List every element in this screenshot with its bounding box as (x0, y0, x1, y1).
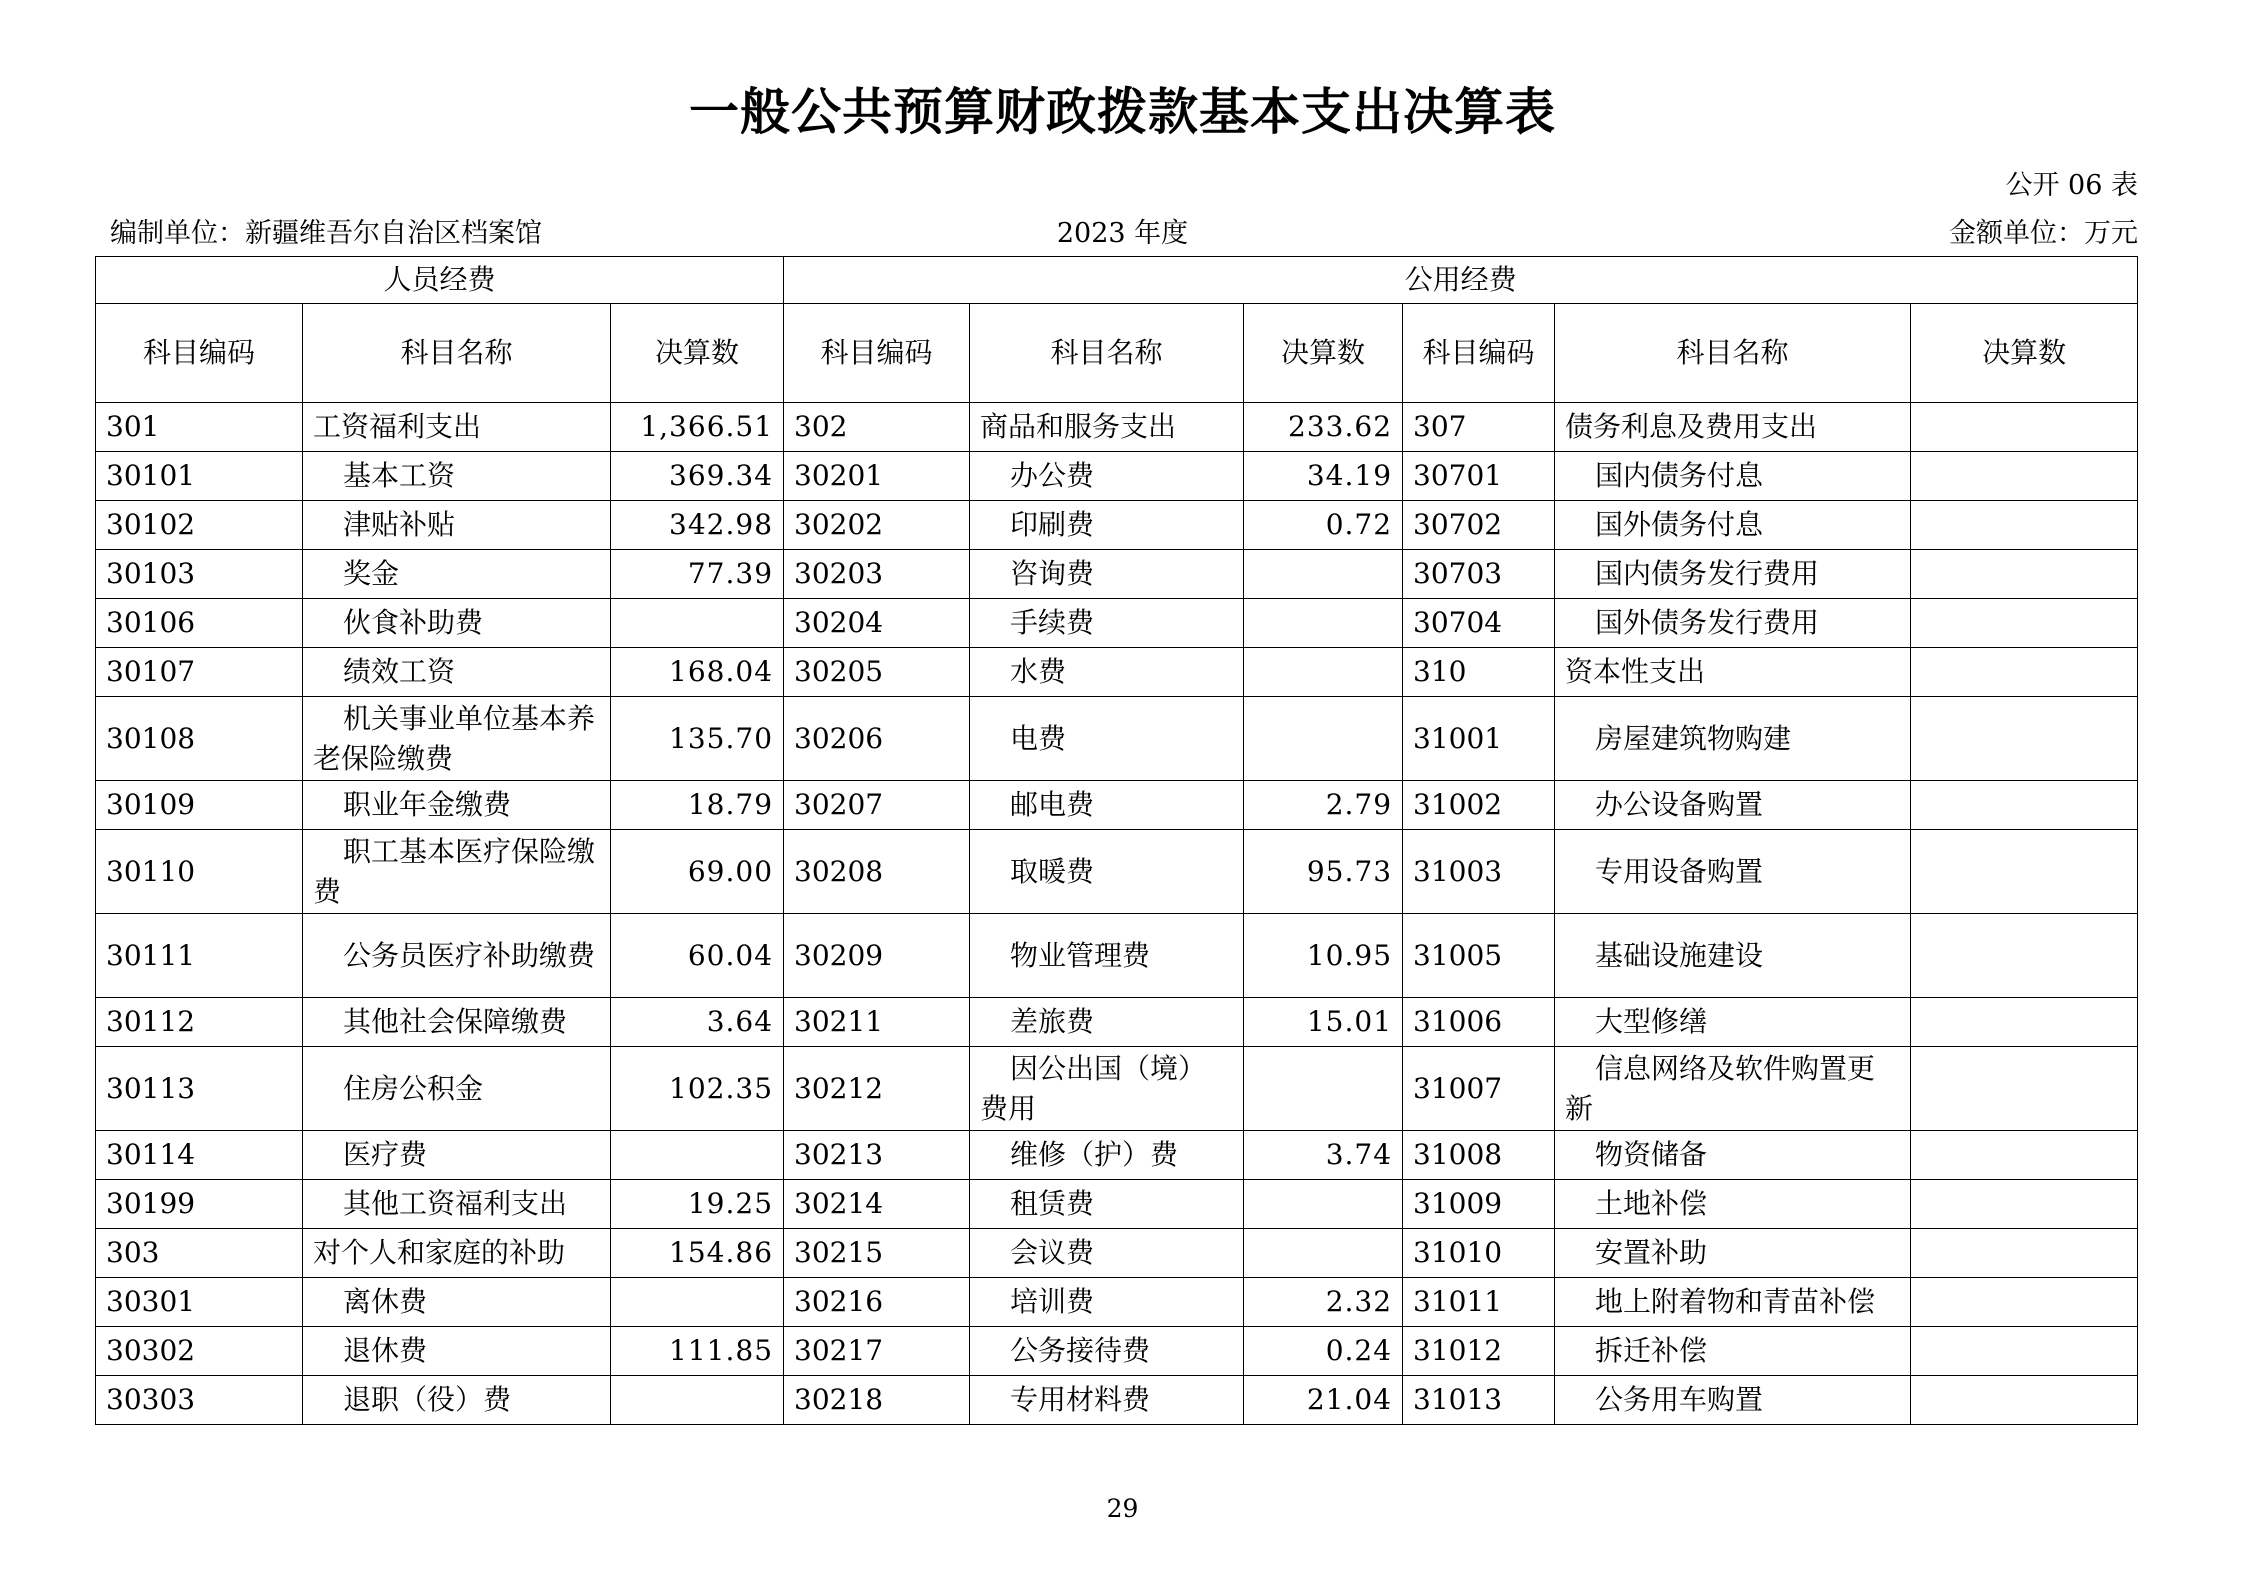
row-name-cell: 邮电费 (970, 781, 1244, 830)
row-code-cell: 30211 (784, 998, 970, 1047)
row-code-cell: 30218 (784, 1376, 970, 1425)
row-name-cell: 租赁费 (970, 1180, 1244, 1229)
col-header-amount: 决算数 (1911, 304, 2138, 403)
col-header-amount: 决算数 (611, 304, 784, 403)
row-amount-cell (1244, 1047, 1403, 1131)
row-code-cell: 30302 (96, 1327, 303, 1376)
table-row (96, 1180, 2138, 1229)
row-amount-cell (1244, 648, 1403, 697)
row-amount-cell (1911, 781, 2138, 830)
row-name-cell: 专用材料费 (970, 1376, 1244, 1425)
row-code-cell: 30301 (96, 1278, 303, 1327)
row-name-cell: 手续费 (970, 599, 1244, 648)
row-code-cell: 30103 (96, 550, 303, 599)
row-name-cell: 绩效工资 (303, 648, 611, 697)
row-code-cell: 30703 (1403, 550, 1555, 599)
row-amount-cell (1911, 697, 2138, 781)
row-name-cell: 商品和服务支出 (970, 403, 1244, 452)
row-amount-cell: 0.24 (1244, 1327, 1403, 1376)
row-code-cell: 30704 (1403, 599, 1555, 648)
row-amount-cell (1911, 830, 2138, 914)
row-name-cell: 培训费 (970, 1278, 1244, 1327)
row-name-cell: 医疗费 (303, 1131, 611, 1180)
row-amount-cell (611, 1131, 784, 1180)
row-code-cell: 31008 (1403, 1131, 1555, 1180)
row-name-cell: 维修（护）费 (970, 1131, 1244, 1180)
row-code-cell: 30203 (784, 550, 970, 599)
page-title: 一般公共预算财政拨款基本支出决算表 (689, 83, 1556, 141)
row-name-cell: 资本性支出 (1555, 648, 1911, 697)
table-row (96, 1131, 2138, 1180)
row-amount-cell (611, 599, 784, 648)
row-code-cell: 30112 (96, 998, 303, 1047)
row-amount-cell: 111.85 (611, 1327, 784, 1376)
row-amount-cell (1911, 998, 2138, 1047)
row-code-cell: 30109 (96, 781, 303, 830)
row-code-cell: 30108 (96, 697, 303, 781)
row-amount-cell: 342.98 (611, 501, 784, 550)
row-amount-cell: 34.19 (1244, 452, 1403, 501)
row-code-cell: 30204 (784, 599, 970, 648)
row-name-cell: 咨询费 (970, 550, 1244, 599)
row-code-cell: 31007 (1403, 1047, 1555, 1131)
row-amount-cell (1244, 550, 1403, 599)
table-row (96, 1229, 2138, 1278)
row-code-cell: 30202 (784, 501, 970, 550)
row-name-cell: 印刷费 (970, 501, 1244, 550)
row-name-cell: 住房公积金 (303, 1047, 611, 1131)
row-code-cell: 30201 (784, 452, 970, 501)
row-code-cell: 31001 (1403, 697, 1555, 781)
row-name-cell: 基本工资 (303, 452, 611, 501)
row-name-cell: 差旅费 (970, 998, 1244, 1047)
row-amount-cell: 60.04 (611, 914, 784, 998)
row-name-cell: 物资储备 (1555, 1131, 1911, 1180)
row-name-cell: 其他社会保障缴费 (303, 998, 611, 1047)
row-name-cell: 伙食补助费 (303, 599, 611, 648)
row-code-cell: 301 (96, 403, 303, 452)
row-code-cell: 30106 (96, 599, 303, 648)
table-row (96, 452, 2138, 501)
row-amount-cell: 18.79 (611, 781, 784, 830)
row-name-cell: 国内债务发行费用 (1555, 550, 1911, 599)
row-name-cell: 职业年金缴费 (303, 781, 611, 830)
col-header-code: 科目编码 (96, 304, 303, 403)
row-name-cell: 基础设施建设 (1555, 914, 1911, 998)
row-code-cell: 303 (96, 1229, 303, 1278)
col-header-code: 科目编码 (1403, 304, 1555, 403)
row-amount-cell (1911, 914, 2138, 998)
row-amount-cell: 15.01 (1244, 998, 1403, 1047)
row-amount-cell (1911, 599, 2138, 648)
row-name-cell: 会议费 (970, 1229, 1244, 1278)
row-amount-cell: 21.04 (1244, 1376, 1403, 1425)
row-name-cell: 职工基本医疗保险缴费 (303, 830, 611, 914)
row-code-cell: 31012 (1403, 1327, 1555, 1376)
table-row (96, 403, 2138, 452)
row-name-cell: 退休费 (303, 1327, 611, 1376)
row-name-cell: 安置补助 (1555, 1229, 1911, 1278)
row-amount-cell (1911, 1131, 2138, 1180)
table-row (96, 599, 2138, 648)
row-name-cell: 津贴补贴 (303, 501, 611, 550)
row-code-cell: 31005 (1403, 914, 1555, 998)
row-amount-cell: 95.73 (1244, 830, 1403, 914)
row-code-cell: 30216 (784, 1278, 970, 1327)
row-amount-cell (1911, 1047, 2138, 1131)
table-row (96, 1278, 2138, 1327)
row-amount-cell (1911, 1278, 2138, 1327)
col-header-name: 科目名称 (970, 304, 1244, 403)
row-code-cell: 30110 (96, 830, 303, 914)
row-code-cell: 31003 (1403, 830, 1555, 914)
row-name-cell: 取暖费 (970, 830, 1244, 914)
row-name-cell: 国内债务付息 (1555, 452, 1911, 501)
row-name-cell: 办公设备购置 (1555, 781, 1911, 830)
row-code-cell: 31006 (1403, 998, 1555, 1047)
row-code-cell: 307 (1403, 403, 1555, 452)
row-code-cell: 30111 (96, 914, 303, 998)
row-name-cell: 房屋建筑物购建 (1555, 697, 1911, 781)
row-code-cell: 30113 (96, 1047, 303, 1131)
group-header-row (96, 257, 2138, 304)
row-name-cell: 土地补偿 (1555, 1180, 1911, 1229)
table-body (96, 403, 2138, 1425)
table-row (96, 1047, 2138, 1131)
row-name-cell: 大型修缮 (1555, 998, 1911, 1047)
row-name-cell: 水费 (970, 648, 1244, 697)
row-amount-cell (1244, 1180, 1403, 1229)
row-name-cell: 对个人和家庭的补助 (303, 1229, 611, 1278)
row-name-cell: 地上附着物和青苗补偿 (1555, 1278, 1911, 1327)
row-code-cell: 30102 (96, 501, 303, 550)
row-code-cell: 31010 (1403, 1229, 1555, 1278)
table-row (96, 914, 2138, 998)
row-amount-cell: 3.64 (611, 998, 784, 1047)
row-name-cell: 拆迁补偿 (1555, 1327, 1911, 1376)
row-code-cell: 31013 (1403, 1376, 1555, 1425)
row-code-cell: 30303 (96, 1376, 303, 1425)
row-amount-cell (1911, 1180, 2138, 1229)
col-header-name: 科目名称 (1555, 304, 1911, 403)
row-amount-cell: 168.04 (611, 648, 784, 697)
row-amount-cell (1911, 501, 2138, 550)
row-code-cell: 31002 (1403, 781, 1555, 830)
row-amount-cell (611, 1376, 784, 1425)
row-code-cell: 30209 (784, 914, 970, 998)
page-number: 29 (1106, 1494, 1139, 1523)
col-header-name: 科目名称 (303, 304, 611, 403)
row-amount-cell: 233.62 (1244, 403, 1403, 452)
row-code-cell: 30114 (96, 1131, 303, 1180)
row-name-cell: 公务员医疗补助缴费 (303, 914, 611, 998)
group-header-public: 公用经费 (784, 257, 2138, 304)
row-name-cell: 债务利息及费用支出 (1555, 403, 1911, 452)
row-amount-cell (1911, 1229, 2138, 1278)
row-name-cell: 电费 (970, 697, 1244, 781)
row-amount-cell: 369.34 (611, 452, 784, 501)
table-row (96, 501, 2138, 550)
row-amount-cell: 2.79 (1244, 781, 1403, 830)
row-name-cell: 奖金 (303, 550, 611, 599)
row-code-cell: 30701 (1403, 452, 1555, 501)
row-amount-cell (1244, 697, 1403, 781)
row-name-cell: 国外债务发行费用 (1555, 599, 1911, 648)
row-amount-cell: 0.72 (1244, 501, 1403, 550)
row-amount-cell: 2.32 (1244, 1278, 1403, 1327)
table-row (96, 781, 2138, 830)
row-amount-cell (1911, 550, 2138, 599)
row-name-cell: 机关事业单位基本养老保险缴费 (303, 697, 611, 781)
row-amount-cell (1244, 599, 1403, 648)
row-code-cell: 30101 (96, 452, 303, 501)
row-amount-cell (1911, 1327, 2138, 1376)
row-name-cell: 工资福利支出 (303, 403, 611, 452)
row-code-cell: 31011 (1403, 1278, 1555, 1327)
row-name-cell: 因公出国（境）费用 (970, 1047, 1244, 1131)
row-code-cell: 30214 (784, 1180, 970, 1229)
row-amount-cell: 19.25 (611, 1180, 784, 1229)
fiscal-year: 2023 年度 (1056, 218, 1189, 249)
row-amount-cell: 154.86 (611, 1229, 784, 1278)
row-code-cell: 30199 (96, 1180, 303, 1229)
row-amount-cell (1911, 648, 2138, 697)
row-name-cell: 国外债务付息 (1555, 501, 1911, 550)
row-name-cell: 公务用车购置 (1555, 1376, 1911, 1425)
row-code-cell: 30206 (784, 697, 970, 781)
row-code-cell: 30208 (784, 830, 970, 914)
row-code-cell: 31009 (1403, 1180, 1555, 1229)
row-name-cell: 离休费 (303, 1278, 611, 1327)
row-amount-cell: 1,366.51 (611, 403, 784, 452)
row-amount-cell (1911, 452, 2138, 501)
compiling-unit: 编制单位：新疆维吾尔自治区档案馆 (110, 218, 542, 249)
row-name-cell: 专用设备购置 (1555, 830, 1911, 914)
budget-table (95, 256, 2138, 1425)
table-row (96, 1327, 2138, 1376)
table-row (96, 830, 2138, 914)
table-row (96, 550, 2138, 599)
row-code-cell: 310 (1403, 648, 1555, 697)
table-row (96, 998, 2138, 1047)
row-amount-cell: 135.70 (611, 697, 784, 781)
row-code-cell: 30107 (96, 648, 303, 697)
row-code-cell: 30213 (784, 1131, 970, 1180)
money-unit: 金额单位：万元 (1949, 218, 2138, 249)
row-amount-cell (1244, 1229, 1403, 1278)
form-number: 公开 06 表 (2005, 170, 2138, 201)
row-name-cell: 办公费 (970, 452, 1244, 501)
row-code-cell: 302 (784, 403, 970, 452)
row-amount-cell (611, 1278, 784, 1327)
row-amount-cell: 102.35 (611, 1047, 784, 1131)
row-name-cell: 信息网络及软件购置更新 (1555, 1047, 1911, 1131)
row-code-cell: 30217 (784, 1327, 970, 1376)
row-name-cell: 退职（役）费 (303, 1376, 611, 1425)
group-header-personnel: 人员经费 (96, 257, 784, 304)
row-amount-cell: 77.39 (611, 550, 784, 599)
row-name-cell: 物业管理费 (970, 914, 1244, 998)
row-code-cell: 30205 (784, 648, 970, 697)
row-code-cell: 30212 (784, 1047, 970, 1131)
row-name-cell: 公务接待费 (970, 1327, 1244, 1376)
row-code-cell: 30207 (784, 781, 970, 830)
table-row (96, 1376, 2138, 1425)
table-row (96, 697, 2138, 781)
row-name-cell: 其他工资福利支出 (303, 1180, 611, 1229)
row-code-cell: 30215 (784, 1229, 970, 1278)
column-header-row (96, 304, 2138, 403)
row-amount-cell: 3.74 (1244, 1131, 1403, 1180)
col-header-amount: 决算数 (1244, 304, 1403, 403)
row-code-cell: 30702 (1403, 501, 1555, 550)
table-row (96, 648, 2138, 697)
row-amount-cell: 10.95 (1244, 914, 1403, 998)
row-amount-cell: 69.00 (611, 830, 784, 914)
col-header-code: 科目编码 (784, 304, 970, 403)
row-amount-cell (1911, 403, 2138, 452)
row-amount-cell (1911, 1376, 2138, 1425)
